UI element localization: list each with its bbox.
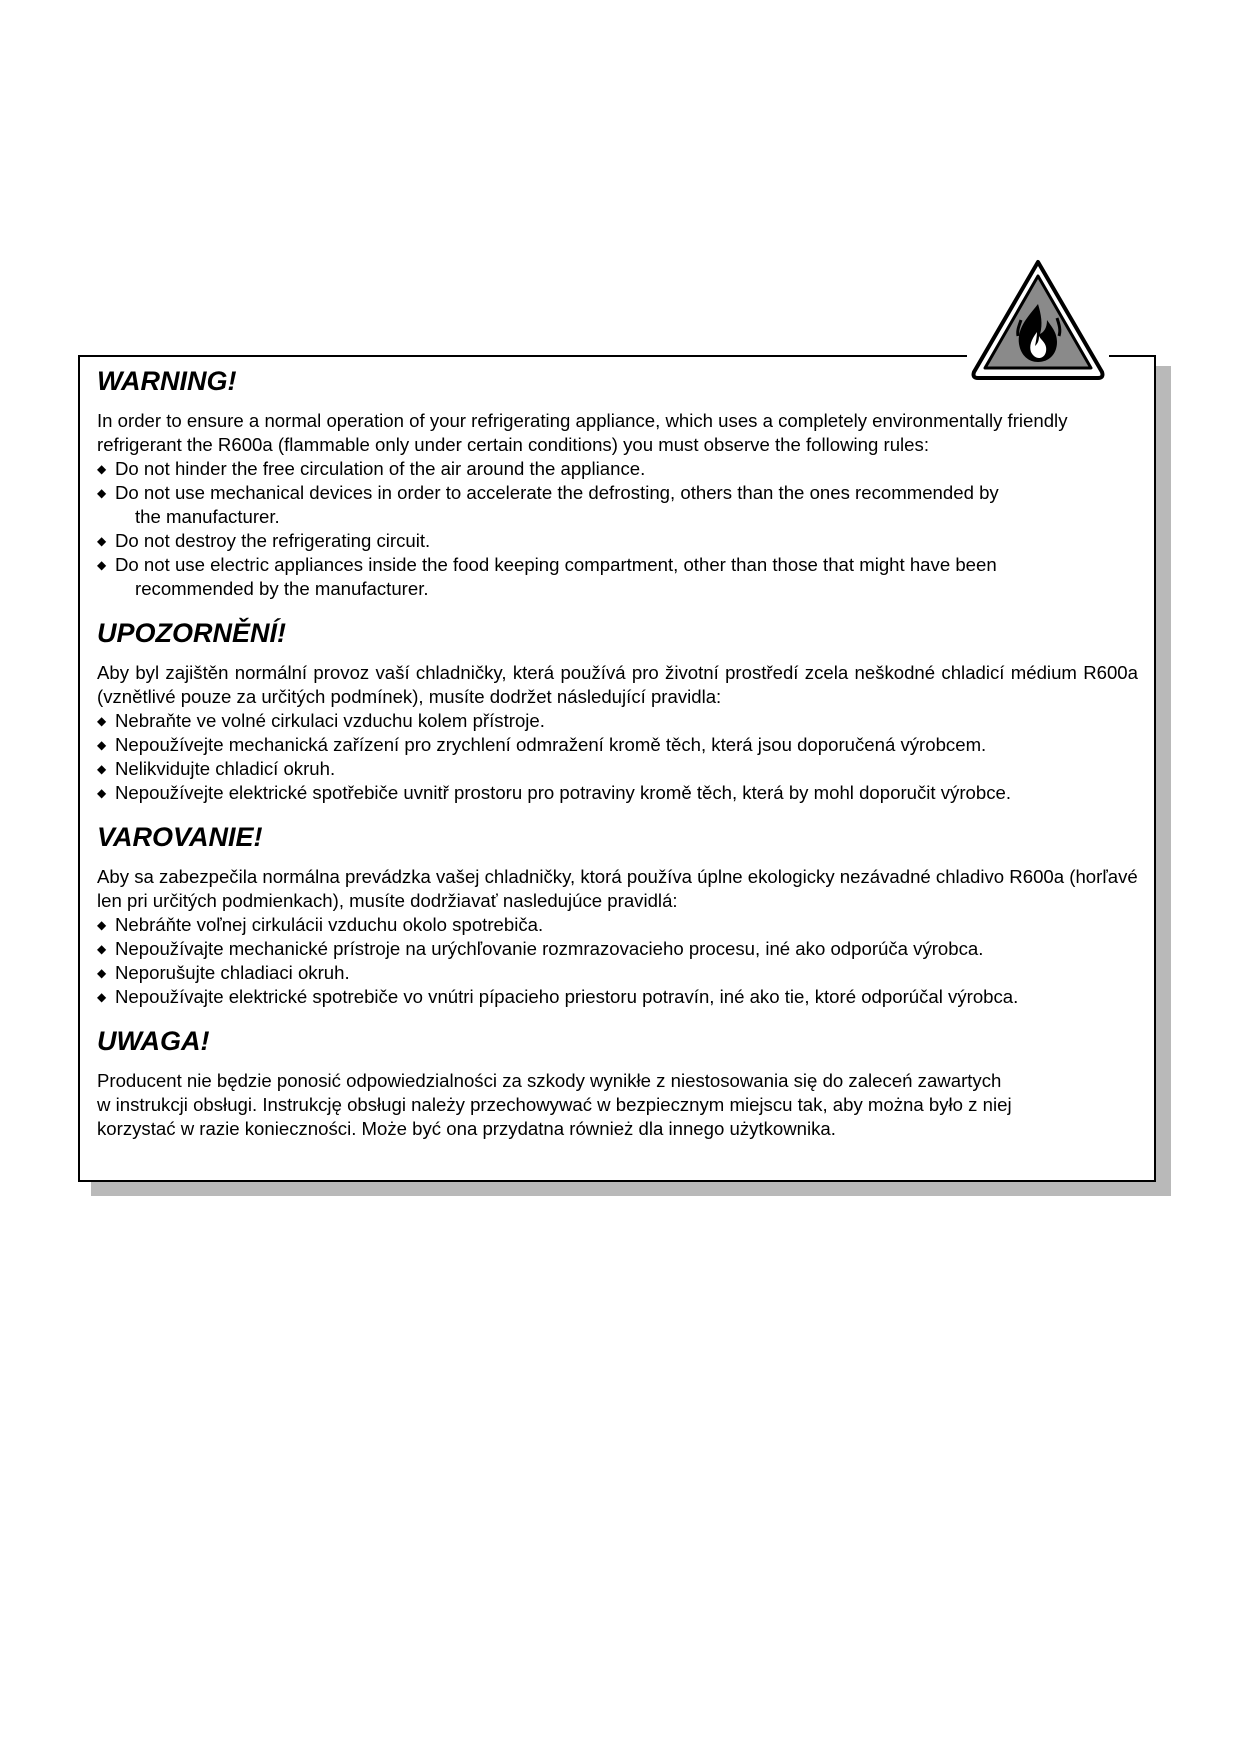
diamond-bullet-icon: ◆ <box>97 486 107 500</box>
list-item: ◆ Nebráňte voľnej cirkulácii vzduchu okolo spotrebiča. <box>97 914 544 935</box>
upozorneni-intro: Aby byl zajištěn normální provoz vaší chladničky, která používá pro životní prostředí zcela neškodné chladicí médium R600a (vznětlivé pouze za určitých podmínek), musíte dodržet následující pravidla: <box>97 662 1138 707</box>
list-item: ◆ Nepoužívajte elektrické spotrebiče vo vnútri pípacieho priestoru potravín, iné ako tie, ktoré odporúčal výrobca. <box>97 986 1019 1007</box>
uwaga-heading: UWAGA! <box>97 1026 210 1056</box>
list-item: ◆ Do not hinder the free circulation of the air around the appliance. <box>97 458 646 479</box>
list-item: ◆ Nebraňte ve volné cirkulaci vzduchu kolem přístroje. <box>97 710 545 731</box>
warning-intro: In order to ensure a normal operation of your refrigerating appliance, which uses a completely environmentally friendly refrigerant the R600a (flammable only under certain conditions) you must observe the following rules: <box>97 410 1068 455</box>
varovanie-intro: Aby sa zabezpečila normálna prevádzka vašej chladničky, ktorá používa úplne ekologicky nezávadné chladivo R600a (horľavé len pri určitých podmienkach), musíte dodržiavať nasledujúce pravidlá: <box>97 866 1138 911</box>
upozorneni-rules <box>97 709 1138 805</box>
list-item: ◆ Do not use electric appliances inside the food keeping compartment, other than those that might have been recommended by the manufacturer. <box>97 554 997 599</box>
list-item: ◆ Do not destroy the refrigerating circuit. <box>97 530 431 551</box>
list-item: ◆ Do not use mechanical devices in order to accelerate the defrosting, others than the ones recommended by the manufacturer. <box>97 482 999 527</box>
flammable-warning-icon <box>967 256 1109 386</box>
warning-box <box>78 355 1156 1182</box>
warning-rules <box>97 457 1138 601</box>
diamond-bullet-icon: ◆ <box>97 966 107 980</box>
upozorneni-heading: UPOZORNĚNÍ! <box>97 618 286 648</box>
diamond-bullet-icon: ◆ <box>97 462 107 476</box>
diamond-bullet-icon: ◆ <box>97 942 107 956</box>
list-item: ◆ Nepoužívejte mechanická zařízení pro zrychlení odmražení kromě těch, která jsou doporučená výrobcem. <box>97 734 987 755</box>
diamond-bullet-icon: ◆ <box>97 534 107 548</box>
list-item: ◆ Nepoužívajte mechanické prístroje na urýchľovanie rozmrazovacieho procesu, iné ako odporúča výrobca. <box>97 938 984 959</box>
list-item: ◆ Nelikvidujte chladicí okruh. <box>97 758 336 779</box>
list-item: ◆ Nepoužívejte elektrické spotřebiče uvnitř prostoru pro potraviny kromě těch, která by mohl doporučit výrobce. <box>97 782 1012 803</box>
diamond-bullet-icon: ◆ <box>97 738 107 752</box>
diamond-bullet-icon: ◆ <box>97 762 107 776</box>
warning-heading: WARNING! <box>97 366 237 396</box>
varovanie-heading: VAROVANIE! <box>97 822 263 852</box>
varovanie-rules <box>97 913 1138 1009</box>
flame-triangle-icon <box>967 256 1109 386</box>
uwaga-text: Producent nie będzie ponosić odpowiedzialności za szkody wynikłe z niestosowania się do zaleceń zawartych w instrukcji obsługi. Instrukcję obsługi należy przechowywać w bezpiecznym miejscu tak, aby można było z niej korzystać w razie konieczności. Może być ona przydatna również dla innego użytkownika. <box>97 1070 1012 1139</box>
diamond-bullet-icon: ◆ <box>97 714 107 728</box>
diamond-bullet-icon: ◆ <box>97 990 107 1004</box>
list-item: ◆ Neporušujte chladiaci okruh. <box>97 962 350 983</box>
diamond-bullet-icon: ◆ <box>97 918 107 932</box>
diamond-bullet-icon: ◆ <box>97 558 107 572</box>
diamond-bullet-icon: ◆ <box>97 786 107 800</box>
